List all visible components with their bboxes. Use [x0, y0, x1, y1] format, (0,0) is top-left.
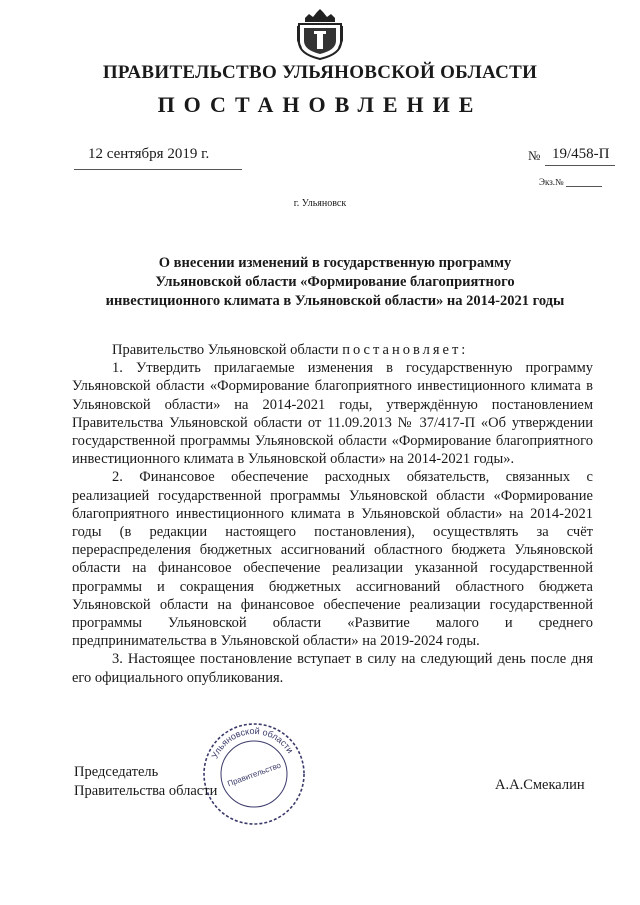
document-date: 12 сентября 2019 г. [88, 146, 210, 162]
document-subject [75, 254, 595, 311]
seal-ring-text: Ульяновской области [209, 725, 296, 761]
subject-line: инвестиционного климата в Ульяновской области» на 2014-2021 годы [105, 293, 565, 309]
copy-number-label: Экз.№ [539, 177, 564, 187]
svg-text:Ульяновской области [209, 726, 295, 760]
signatory-title-line: Правительства области [74, 783, 218, 799]
document-body [72, 341, 593, 687]
subject-line: Ульяновской области «Формирование благоприятного [155, 274, 515, 290]
document-city: г. Ульяновск [293, 198, 347, 209]
resolves-word: постановляет: [342, 342, 469, 358]
intro-text: Правительство Ульяновской области [112, 342, 343, 358]
date-underline [74, 169, 242, 170]
signatory-title-line: Председатель [74, 764, 159, 780]
government-title: ПРАВИТЕЛЬСТВО УЛЬЯНОВСКОЙ ОБЛАСТИ [102, 62, 538, 83]
paragraph-1: 1. Утвердить прилагаемые изменения в государственную программу Ульяновской области «Формирование благоприятного инвестиционного климата в Ульяновской области» на 2014-2021 годы, утверждённую постановлением Правительства Ульяновской области от 11.09.2013 № 37/417-П «Об утверждении государственной программы Ульяновской области «Формирование благоприятного инвестиционного климата в Ульяновской области» на 2014-2021 годы». [72, 360, 593, 468]
paragraph-2: 2. Финансовое обеспечение расходных обязательств, связанных с реализацией государственной программы Ульяновской области «Формирование благоприятного инвестиционного климата в Ульяновской области» на 2014-2021 годы (в редакции настоящего постановления), осуществлять за счёт перераспределения бюджетных ассигнований областного бюджета Ульяновской области на финансовое обеспечение реализации указанной государственной программы и сокращения бюджетных ассигнований областного бюджета Ульяновской области на финансовое обеспечение реализации государственной программы Ульяновской области «Развитие малого и среднего предпринимательства в Ульяновской области» на 2019-2024 годы. [72, 469, 593, 650]
document-number: 19/458-П [552, 146, 610, 162]
signatory-name: А.А.Смекалин [495, 777, 585, 793]
number-underline [545, 165, 615, 166]
paragraph-3: 3. Настоящее постановление вступает в силу на следующий день после дня его официального опубликования. [72, 651, 593, 686]
seal-center-text: Правительство [226, 760, 283, 789]
resolution-intro [72, 341, 593, 359]
copy-number-underline [566, 186, 602, 187]
signatory-title [74, 763, 217, 801]
number-sign: № [528, 148, 541, 163]
coat-of-arms-icon [297, 6, 343, 60]
subject-line: О внесении изменений в государственную программу [158, 255, 512, 271]
document-type-heading: ПОСТАНОВЛЕНИЕ [157, 92, 483, 117]
